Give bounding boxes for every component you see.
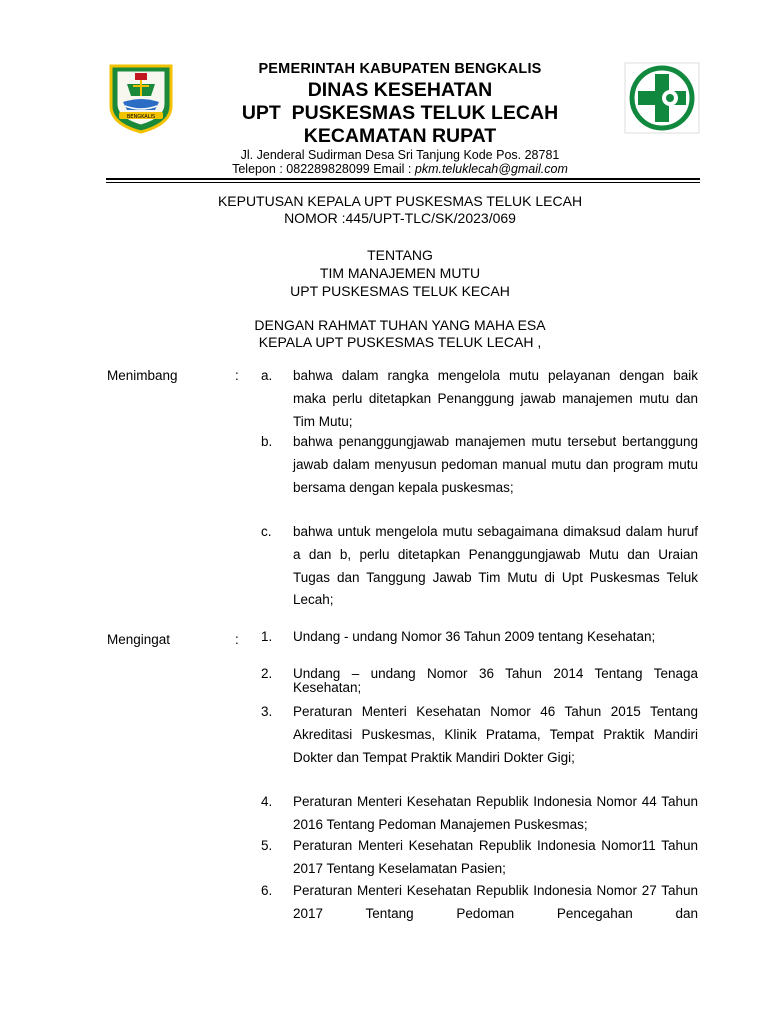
puskesmas-logo (624, 62, 700, 134)
emblem-ribbon-text: BENGKALIS (126, 114, 156, 120)
unit-name: UPT PUSKESMAS TELUK LECAH (241, 102, 559, 124)
district-name: KECAMATAN RUPAT (303, 125, 497, 147)
item-text: bahwa untuk mengelola mutu sebagaimana dimaksud dalam huruf a dan b, perlu ditetapkan Penanggungjawab Mutu dan Uraian Tugas dan Tanggung Jawab Tim Mutu di Upt Puskesmas Teluk Lecah; (293, 524, 698, 608)
decree-number: NOMOR :445/UPT-TLC/SK/2023/069 (284, 210, 516, 226)
item-marker: 5. (261, 838, 273, 853)
menimbang-label: Menimbang (107, 368, 178, 383)
item-text: Undang – undang Nomor 36 Tahun 2014 Tentang Tenaga Kesehatan; (293, 666, 698, 695)
item-text: Peraturan Menteri Kesehatan Republik Indonesia Nomor 44 Tahun 2016 Tentang Pedoman Manajemen Puskesmas; (293, 794, 698, 832)
mengingat-label: Mengingat (107, 632, 171, 647)
contact-line (190, 162, 610, 176)
item-marker: 3. (261, 704, 273, 719)
mengingat-colon: : (235, 632, 239, 647)
item-marker: b. (261, 434, 273, 449)
address-line: Jl. Jenderal Sudirman Desa Sri Tanjung Kode Pos. 28781 (240, 148, 560, 162)
letterhead-divider-thick (106, 178, 700, 180)
bengkalis-emblem-logo (105, 62, 177, 134)
agency-name: DINAS KESEHATAN (307, 79, 493, 101)
item-text: bahwa dalam rangka mengelola mutu pelayanan dengan baik maka perlu ditetapkan Penanggung jawab manajemen mutu dan Tim Mutu; (293, 368, 698, 429)
letterhead-divider-thin (106, 182, 700, 183)
item-marker: 1. (261, 629, 273, 644)
phone-text: Telepon : 082289828099 Email : (232, 162, 415, 176)
item-marker: a. (261, 368, 273, 383)
about-heading: TENTANG (367, 247, 433, 263)
item-text: Undang - undang Nomor 36 Tahun 2009 tentang Kesehatan; (293, 629, 656, 644)
grace-line-2: KEPALA UPT PUSKESMAS TELUK LECAH , (258, 334, 542, 350)
item-text: Peraturan Menteri Kesehatan Republik Indonesia Nomor11 Tahun 2017 Tentang Keselamatan Pasien; (293, 838, 698, 876)
email-link[interactable]: pkm.teluklecah@gmail.com (414, 162, 568, 176)
subject-line-1: TIM MANAJEMEN MUTU (319, 265, 481, 281)
menimbang-colon: : (235, 368, 239, 383)
item-text: bahwa penanggungjawab manajemen mutu tersebut bertanggung jawab dalam menyusun pedoman manual mutu dan program mutu bersama dengan kepala puskesmas; (293, 434, 698, 495)
government-name: PEMERINTAH KABUPATEN BENGKALIS (258, 61, 542, 77)
item-text: Peraturan Menteri Kesehatan Nomor 46 Tahun 2015 Tentang Akreditasi Puskesmas, Klinik Pratama, Tempat Praktik Mandiri Dokter dan Tempat Praktik Mandiri Dokter Gigi; (293, 704, 698, 765)
decree-title: KEPUTUSAN KEPALA UPT PUSKESMAS TELUK LECAH (217, 193, 583, 209)
subject-line-2: UPT PUSKESMAS TELUK KECAH (290, 283, 510, 299)
item-marker: 6. (261, 883, 273, 898)
item-marker: c. (261, 524, 272, 539)
item-marker: 2. (261, 666, 273, 681)
item-text: Peraturan Menteri Kesehatan Republik Indonesia Nomor 27 Tahun 2017 Tentang Pedoman Pencegahan dan (293, 883, 698, 921)
item-marker: 4. (261, 794, 273, 809)
grace-line-1: DENGAN RAHMAT TUHAN YANG MAHA ESA (254, 317, 546, 333)
